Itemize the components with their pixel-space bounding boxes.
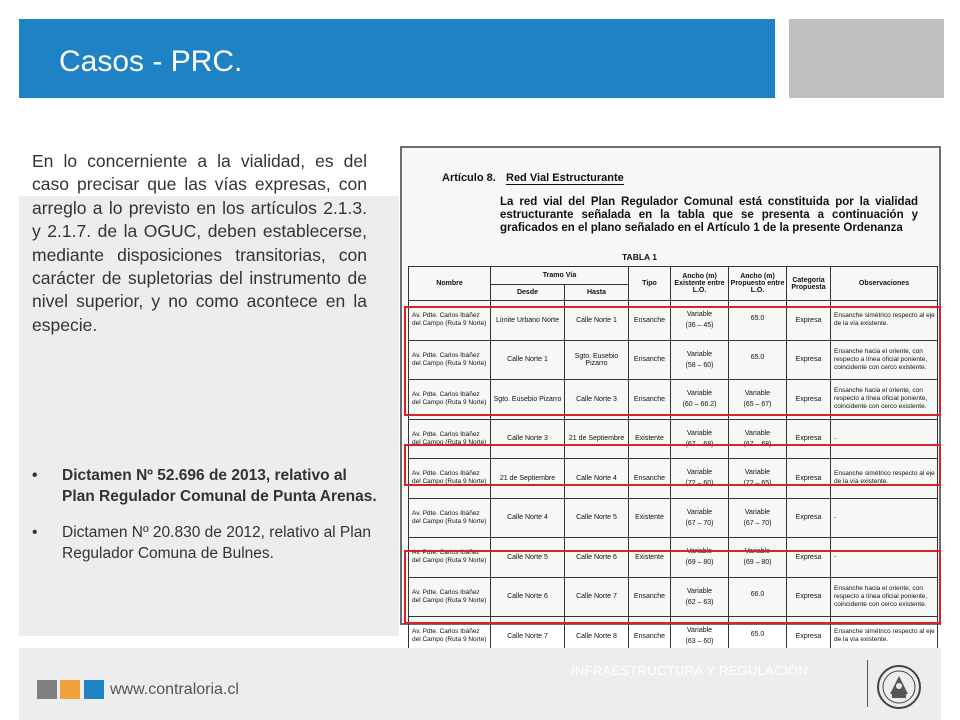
article-number: Artículo 8. <box>442 172 496 184</box>
footer-label: INFRAESTRUCTURA Y REGULACIÓN <box>571 663 808 678</box>
reference-list <box>32 466 377 580</box>
cell-observaciones: Ensanche hacia el oriente, con respecto a línea oficial poniente, coincidente con cerco existente. <box>831 380 938 420</box>
header-nombre: Nombre <box>409 267 491 301</box>
cell-desde: Sgto. Eusebio Pizarro <box>491 380 565 420</box>
cell-ancho-existente-top: Variable <box>686 390 713 398</box>
cell-ancho-propuesto-top: 65.0 <box>750 314 765 322</box>
cell-hasta: Calle Norte 7 <box>565 577 629 617</box>
cell-nombre: Av. Pdte. Carlos Ibáñez del Campo (Ruta 9 Norte) <box>409 301 491 341</box>
cell-categoria: Expresa <box>787 577 831 617</box>
table-label: TABLA 1 <box>622 252 657 262</box>
bullet-icon: • <box>32 467 38 484</box>
cell-ancho-propuesto-range: (67 – 70) <box>743 519 772 527</box>
cell-hasta: Sgto. Eusebio Pizarro <box>565 340 629 380</box>
cell-hasta: Calle Norte 4 <box>565 459 629 499</box>
cell-categoria: Expresa <box>787 498 831 538</box>
cell-ancho-propuesto-range: (69 – 80) <box>743 559 772 567</box>
highlight-box <box>404 444 941 486</box>
footer-divider <box>867 660 868 707</box>
reference-text: Dictamen Nº 52.696 de 2013, relativo al Plan Regulador Comunal de Punta Arenas. <box>62 467 377 505</box>
cell-nombre: Av. Pdte. Carlos Ibáñez del Campo (Ruta 9 Norte) <box>409 340 491 380</box>
cell-tipo: Ensanche <box>629 459 671 499</box>
footer-url[interactable]: www.contraloria.cl <box>110 681 239 698</box>
cell-ancho-propuesto-top: Variable <box>744 508 771 516</box>
cell-ancho-propuesto-top: Variable <box>744 429 771 437</box>
reference-item <box>32 523 377 564</box>
cell-nombre: Av. Pdte. Carlos Ibáñez del Campo (Ruta 9 Norte) <box>409 380 491 420</box>
cell-nombre: Av. Pdte. Carlos Ibáñez del Campo (Ruta 9 Norte) <box>409 419 491 459</box>
header-tramo: Tramo Vía <box>491 267 629 285</box>
cell-desde: Calle Norte 7 <box>491 617 565 657</box>
highlight-box <box>404 550 941 624</box>
cell-ancho-existente-range: (58 – 60) <box>685 361 714 369</box>
cell-ancho-existente-range: (62 – 63) <box>685 598 714 606</box>
logo-square-orange <box>60 680 80 699</box>
cell-observaciones: Ensanche simétrico respecto al eje de la vía existente. <box>831 459 938 499</box>
cell-observaciones: Ensanche simétrico respecto al eje de la vía existente. <box>831 301 938 341</box>
bullet-icon: • <box>32 524 38 541</box>
cell-categoria: Expresa <box>787 459 831 499</box>
reference-item <box>32 466 377 507</box>
cell-desde: 21 de Septiembre <box>491 459 565 499</box>
cell-desde: Calle Norte 5 <box>491 538 565 578</box>
cell-desde: Calle Norte 3 <box>491 419 565 459</box>
cell-categoria: Expresa <box>787 380 831 420</box>
cell-observaciones: - <box>831 498 938 538</box>
cell-hasta: Calle Norte 3 <box>565 380 629 420</box>
cell-hasta: 21 de Septiembre <box>565 419 629 459</box>
cell-ancho-propuesto-top: Variable <box>744 390 771 398</box>
logo-square-blue <box>84 680 104 699</box>
cell-categoria: Expresa <box>787 340 831 380</box>
header-tipo: Tipo <box>629 267 671 301</box>
cell-ancho-existente-range: (36 – 45) <box>685 322 714 330</box>
cell-hasta: Calle Norte 8 <box>565 617 629 657</box>
cell-desde: Calle Norte 4 <box>491 498 565 538</box>
cell-ancho-existente-top: Variable <box>686 429 713 437</box>
cell-tipo: Ensanche <box>629 617 671 657</box>
cell-ancho-propuesto-top: Variable <box>744 548 771 556</box>
cell-ancho-existente <box>671 498 729 538</box>
cell-observaciones: - <box>831 419 938 459</box>
cell-ancho-propuesto <box>729 498 787 538</box>
highlight-box <box>404 306 941 416</box>
header-observaciones: Observaciones <box>831 267 938 301</box>
cell-nombre: Av. Pdte. Carlos Ibáñez del Campo (Ruta 9 Norte) <box>409 577 491 617</box>
cell-ancho-existente-top: Variable <box>686 350 713 358</box>
cell-hasta: Calle Norte 5 <box>565 498 629 538</box>
cell-tipo: Existente <box>629 538 671 578</box>
reference-text: Dictamen Nº 20.830 de 2012, relativo al Plan Regulador Comuna de Bulnes. <box>62 524 371 562</box>
cell-ancho-existente-range: (67 – 70) <box>685 519 714 527</box>
cell-nombre: Av. Pdte. Carlos Ibáñez del Campo (Ruta 9 Norte) <box>409 498 491 538</box>
cell-ancho-existente-top: Variable <box>686 627 713 635</box>
cell-nombre: Av. Pdte. Carlos Ibáñez del Campo (Ruta 9 Norte) <box>409 459 491 499</box>
cell-observaciones: Ensanche simétrico respecto al eje de la vía existente. <box>831 617 938 657</box>
cell-ancho-existente-top: Variable <box>686 311 713 319</box>
cell-ancho-existente-range: (63 – 60) <box>685 638 714 646</box>
cell-ancho-existente-range: (60 – 66.2) <box>682 401 717 409</box>
cell-observaciones: Ensanche hacia el oriente, con respecto a línea oficial poniente, coincidente con cerco existente. <box>831 577 938 617</box>
cell-desde: Calle Norte 6 <box>491 577 565 617</box>
logo-square-gray <box>37 680 57 699</box>
cell-nombre: Av. Pdte. Carlos Ibáñez del Campo (Ruta 9 Norte) <box>409 617 491 657</box>
header-ancho-propuesto: Ancho (m) Propuesto entre L.O. <box>729 267 787 301</box>
cell-desde: Calle Norte 1 <box>491 340 565 380</box>
cell-ancho-propuesto-top: Variable <box>744 469 771 477</box>
cell-desde: Límite Urbano Norte <box>491 301 565 341</box>
cell-tipo: Existente <box>629 419 671 459</box>
cell-ancho-existente-top: Variable <box>686 548 713 556</box>
cell-categoria: Expresa <box>787 617 831 657</box>
cell-tipo: Ensanche <box>629 577 671 617</box>
title-bar <box>19 19 775 98</box>
slide-title: Casos - PRC. <box>59 45 243 78</box>
cell-nombre: Av. Pdte. Carlos Ibáñez del Campo (Ruta 9 Norte) <box>409 538 491 578</box>
cell-tipo: Existente <box>629 498 671 538</box>
main-paragraph: En lo concerniente a la vialidad, es del caso precisar que las vías expresas, con arreglo a lo previsto en los artículos 2.1.3. y 2.1.7. de la OGUC, deben establecerse, mediante disposiciones transitorias, con carácter de supletorias del instrumento de nivel superior, y no como acontece en la especie. <box>32 151 367 335</box>
cell-ancho-existente-top: Variable <box>686 469 713 477</box>
cell-ancho-existente-range: (67 – 68) <box>685 440 714 448</box>
cell-hasta: Calle Norte 6 <box>565 538 629 578</box>
cell-ancho-propuesto-top: 65.0 <box>750 630 765 638</box>
cell-ancho-propuesto-top: 66.0 <box>750 591 765 599</box>
scanned-document <box>400 146 941 646</box>
article-body: La red vial del Plan Regulador Comunal está constituida por la vialidad estructurante señalada en la tabla que se presenta a continuación y graficados en el plano señalado en el Artículo 1 de la presente Ordenanza <box>500 196 918 234</box>
cell-observaciones: - <box>831 538 938 578</box>
cell-tipo: Ensanche <box>629 380 671 420</box>
cell-ancho-existente-top: Variable <box>686 587 713 595</box>
cell-categoria: Expresa <box>787 538 831 578</box>
header-hasta: Hasta <box>565 285 629 301</box>
cell-tipo: Ensanche <box>629 340 671 380</box>
cell-categoria: Expresa <box>787 301 831 341</box>
header-categoria: Categoría Propuesta <box>787 267 831 301</box>
cell-hasta: Calle Norte 1 <box>565 301 629 341</box>
contraloria-seal-icon <box>876 664 922 710</box>
cell-ancho-existente-top: Variable <box>686 508 713 516</box>
cell-categoria: Expresa <box>787 419 831 459</box>
table-row <box>409 498 938 538</box>
article-title: Red Vial Estructurante <box>506 172 624 184</box>
cell-observaciones: Ensanche hacia el oriente, con respecto a línea oficial poniente, coincidente con cerco existente. <box>831 340 938 380</box>
cell-ancho-existente-range: (69 – 80) <box>685 559 714 567</box>
title-bar-side-block <box>789 19 944 98</box>
header-desde: Desde <box>491 285 565 301</box>
cell-ancho-propuesto-range: (72 – 65) <box>743 480 772 488</box>
cell-tipo: Ensanche <box>629 301 671 341</box>
cell-ancho-propuesto-range: (67 – 68) <box>743 440 772 448</box>
header-ancho-existente: Ancho (m) Existente entre L.O. <box>671 267 729 301</box>
cell-ancho-propuesto-range: (65 – 67) <box>743 401 772 409</box>
cell-ancho-propuesto-top: 65.0 <box>750 354 765 362</box>
cell-ancho-existente-range: (72 – 60) <box>685 480 714 488</box>
